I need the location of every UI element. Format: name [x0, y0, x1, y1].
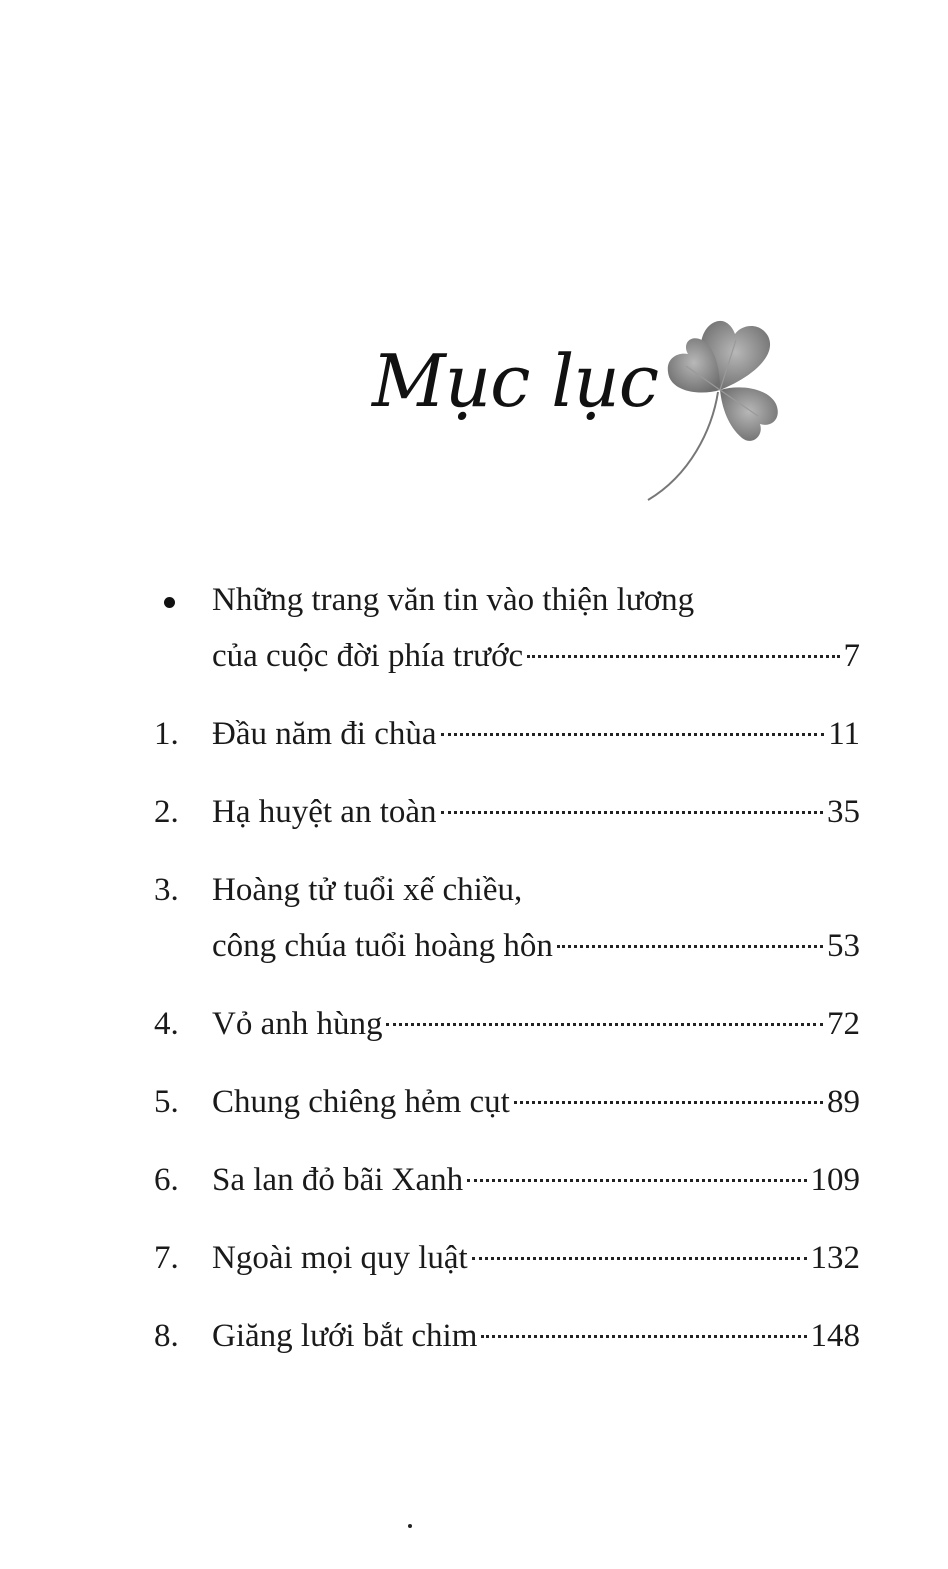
dot-leader — [557, 945, 823, 948]
toc-page-number: 72 — [827, 1006, 860, 1042]
toc-page-number: 53 — [827, 928, 860, 964]
toc-entry-line — [150, 1311, 860, 1361]
toc-entry-title-continued: của cuộc đời phía trước — [212, 638, 524, 674]
toc-entry-1[interactable] — [150, 709, 860, 759]
toc-entry-line — [150, 865, 860, 915]
dot-leader — [527, 655, 839, 658]
toc-entry-line — [150, 631, 860, 681]
toc-entry-line — [150, 999, 860, 1049]
toc-entry-8[interactable] — [150, 1311, 860, 1361]
toc-entry-line — [150, 787, 860, 837]
toc-entry-preface[interactable] — [150, 575, 860, 681]
toc-page-number: 35 — [827, 794, 860, 830]
toc-entry-3[interactable] — [150, 865, 860, 971]
toc-entry-number: 5. — [154, 1084, 179, 1120]
toc-entry-title: Những trang văn tin vào thiện lương — [212, 582, 695, 618]
dot-leader — [472, 1257, 807, 1260]
toc-entry-line — [150, 709, 860, 759]
toc-entry-title: Giăng lưới bắt chim — [212, 1318, 478, 1354]
toc-entry-2[interactable] — [150, 787, 860, 837]
toc-entry-number: 7. — [154, 1240, 179, 1276]
toc-entry-number: 1. — [154, 716, 179, 752]
toc-entry-4[interactable] — [150, 999, 860, 1049]
toc-entry-5[interactable] — [150, 1077, 860, 1127]
toc-entry-title: Sa lan đỏ bãi Xanh — [212, 1162, 464, 1198]
toc-entry-title: Vỏ anh hùng — [212, 1006, 383, 1042]
toc-entry-number: 4. — [154, 1006, 179, 1042]
toc-entry-7[interactable] — [150, 1233, 860, 1283]
toc-entry-title: Ngoài mọi quy luật — [212, 1240, 468, 1276]
toc-page-number: 132 — [810, 1240, 860, 1276]
toc-entry-number: 6. — [154, 1162, 179, 1198]
toc-entry-title-continued: công chúa tuổi hoàng hôn — [212, 928, 553, 964]
toc-entry-line — [150, 575, 860, 625]
toc-page-number: 11 — [828, 716, 860, 752]
toc-page-number: 148 — [810, 1318, 860, 1354]
toc-page-number: 89 — [827, 1084, 860, 1120]
toc-entry-title: Hoàng tử tuổi xế chiều, — [212, 872, 523, 908]
toc-entry-6[interactable] — [150, 1155, 860, 1205]
toc-entry-number: 8. — [154, 1318, 179, 1354]
toc-entry-title: Đầu năm đi chùa — [212, 716, 437, 752]
toc-entry-number: 2. — [154, 794, 179, 830]
scan-speck — [408, 1524, 412, 1528]
toc-entry-line — [150, 921, 860, 971]
dot-leader — [467, 1179, 806, 1182]
toc-page-number: 7 — [843, 638, 860, 674]
toc-entry-number: 3. — [154, 872, 179, 908]
table-of-contents — [150, 575, 860, 1361]
toc-entry-line — [150, 1233, 860, 1283]
dot-leader — [441, 733, 825, 736]
dot-leader — [386, 1023, 823, 1026]
dot-leader — [481, 1335, 806, 1338]
dot-leader — [514, 1101, 823, 1104]
toc-entry-line — [150, 1077, 860, 1127]
toc-entry-title: Hạ huyệt an toàn — [212, 794, 437, 830]
dot-leader — [441, 811, 823, 814]
clover-icon — [640, 300, 800, 510]
toc-entry-title: Chung chiêng hẻm cụt — [212, 1084, 510, 1120]
toc-entry-line — [150, 1155, 860, 1205]
toc-page-number: 109 — [810, 1162, 860, 1198]
bullet-icon — [164, 597, 175, 608]
page-title: Mục lục — [372, 339, 659, 423]
